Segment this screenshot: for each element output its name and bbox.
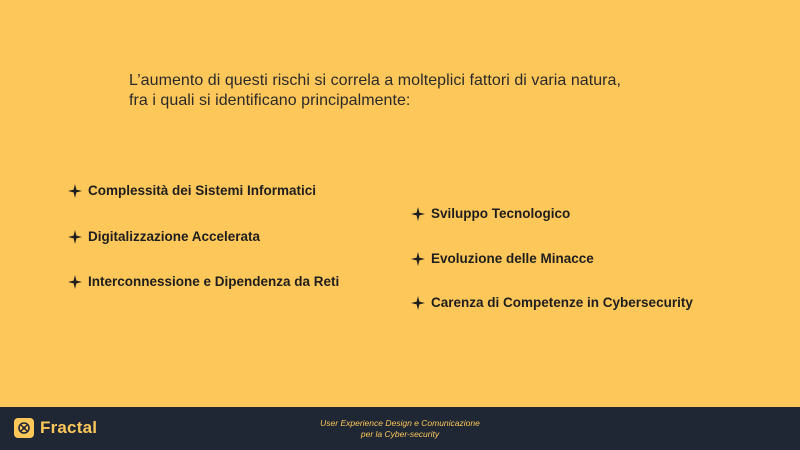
factor-label: Digitalizzazione Accelerata	[88, 229, 261, 244]
footer-caption-line-2: per la Cyber-security	[360, 429, 440, 439]
footer-bar	[0, 407, 800, 450]
brand-logo	[14, 418, 97, 438]
four-point-star-icon	[68, 184, 82, 198]
intro-text	[129, 71, 689, 111]
factor-label: Evoluzione delle Minacce	[431, 251, 594, 266]
intro-line-1: L’aumento di questi rischi si correla a molteplici fattori di varia natura,	[129, 72, 621, 89]
factor-item-carenza	[411, 295, 693, 310]
four-point-star-icon	[68, 275, 82, 289]
factor-item-digitalizzazione	[68, 229, 260, 244]
factor-label: Sviluppo Tecnologico	[431, 206, 571, 221]
four-point-star-icon	[411, 296, 425, 310]
fractal-logo-icon	[14, 418, 34, 438]
factor-item-sviluppo	[411, 206, 570, 221]
factor-item-evoluzione	[411, 251, 594, 266]
footer-caption	[290, 418, 510, 440]
factor-item-complessita	[68, 183, 316, 198]
factor-label: Complessità dei Sistemi Informatici	[88, 183, 317, 198]
four-point-star-icon	[68, 230, 82, 244]
four-point-star-icon	[411, 252, 425, 266]
intro-line-2: fra i quali si identificano principalmente:	[129, 92, 411, 109]
footer-caption-line-1: User Experience Design e Comunicazione	[320, 418, 480, 428]
brand-name: Fractal	[40, 418, 98, 437]
factor-label: Interconnessione e Dipendenza da Reti	[88, 274, 340, 289]
four-point-star-icon	[411, 207, 425, 221]
factor-label: Carenza di Competenze in Cybersecurity	[431, 295, 693, 310]
factor-item-interconnessione	[68, 274, 339, 289]
